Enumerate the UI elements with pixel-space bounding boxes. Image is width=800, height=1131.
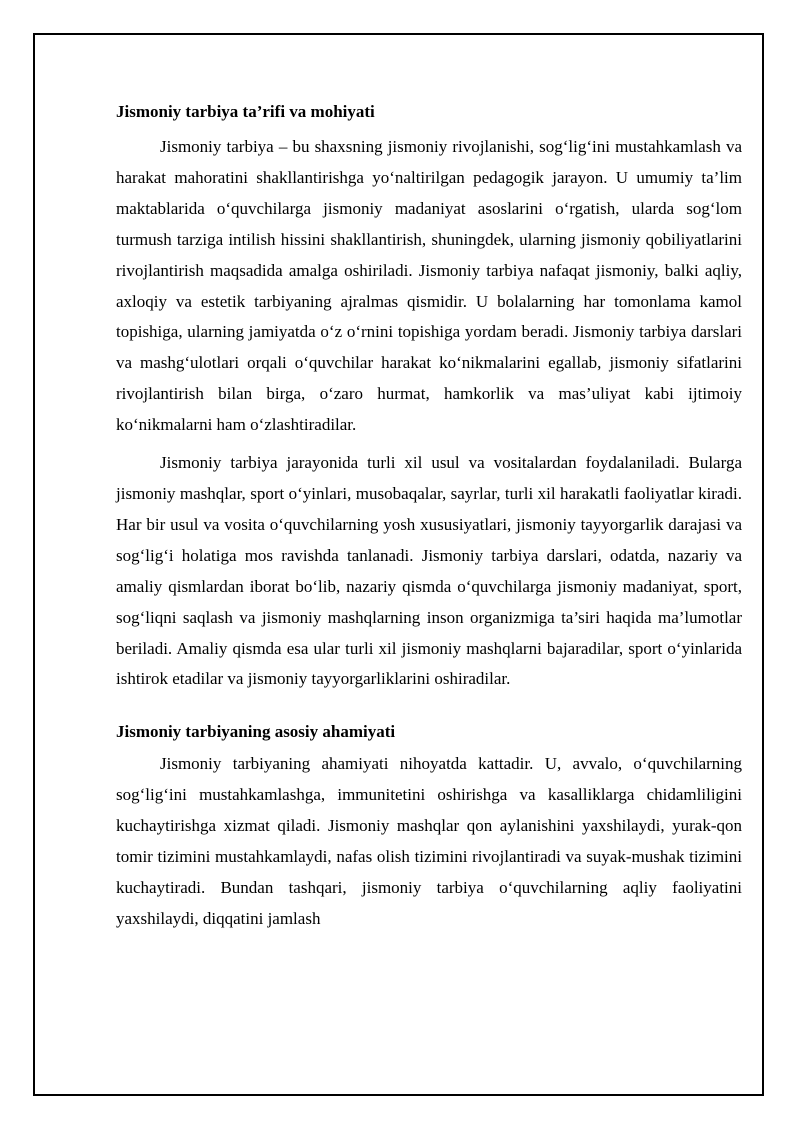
paragraph-2: Jismoniy tarbiya jarayonida turli xil usul va vositalardan foydalaniladi. Bularga jismoniy mashqlar, sport o‘yinlari, musobaqalar, sayrlar, turli xil harakatli faoliyatlar kiradi. Har bir usul va vosita o‘quvchilarning yosh xususiyatlari, jismoniy tayyorgarlik darajasi va sog‘lig‘i holatiga mos ravishda tanlanadi. Jismoniy tarbiya darslari, odatda, nazariy va amaliy qismlardan iborat bo‘lib, nazariy qismda o‘quvchilarga jismoniy madaniyat, sport, sog‘liqni saqlash va jismoniy mashqlarning inson organizmiga ta’siri haqida ma’lumotlar beriladi. Amaliy qismda esa ular turli xil jismoniy mashqlarni bajaradilar, sport o‘yinlarida ishtirok etadilar va jismoniy tayyorgarliklarini oshiradilar. xyxy=(116,453,742,689)
document-body xyxy=(116,97,742,942)
section-heading-2: Jismoniy tarbiyaning asosiy ahamiyati xyxy=(116,722,396,742)
paragraph-3: Jismoniy tarbiyaning ahamiyati nihoyatda kattadir. U, avvalo, o‘quvchilarning sog‘lig‘ini mustahkamlashga, immunitetini oshirishga va kasalliklarga chidamliligini kuchaytirishga xizmat qiladi. Jismoniy mashqlar qon aylanishini yaxshilaydi, yurak-qon tomir tizimini mustahkamlaydi, nafas olish tizimini rivojlantiradi va suyak-mushak tizimini kuchaytiradi. Bundan tashqari, jismoniy tarbiya o‘quvchilarning aqliy faoliyatini yaxshilaydi, diqqatini jamlash xyxy=(116,754,742,928)
section-heading-1: Jismoniy tarbiya ta’rifi va mohiyati xyxy=(116,102,375,121)
paragraph-1: Jismoniy tarbiya – bu shaxsning jismoniy rivojlanishi, sog‘lig‘ini mustahkamlash va harakat mahoratini shakllantirishga yo‘naltirilgan pedagogik jarayon. U umumiy ta’lim maktablarida o‘quvchilarga jismoniy madaniyat asoslarini o‘rgatish, ularda sog‘lom turmush tarziga intilish hissini shakllantirish, shuningdek, ularning jismoniy qobiliyatlarini rivojlantirish maqsadida amalga oshiriladi. Jismoniy tarbiya nafaqat jismoniy, balki aqliy, axloqiy va estetik tarbiyaning ajralmas qismidir. U bolalarning har tomonlama kamol topishiga, ularning jamiyatda o‘z o‘rnini topishiga yordam beradi. Jismoniy tarbiya darslari va mashg‘ulotlari orqali o‘quvchilar harakat ko‘nikmalarini egallab, jismoniy sifatlarini rivojlantirish bilan birga, o‘zaro hurmat, hamkorlik va mas’uliyat kabi ijtimoiy ko‘nikmalarni ham o‘zlashtiradilar. xyxy=(116,137,742,435)
